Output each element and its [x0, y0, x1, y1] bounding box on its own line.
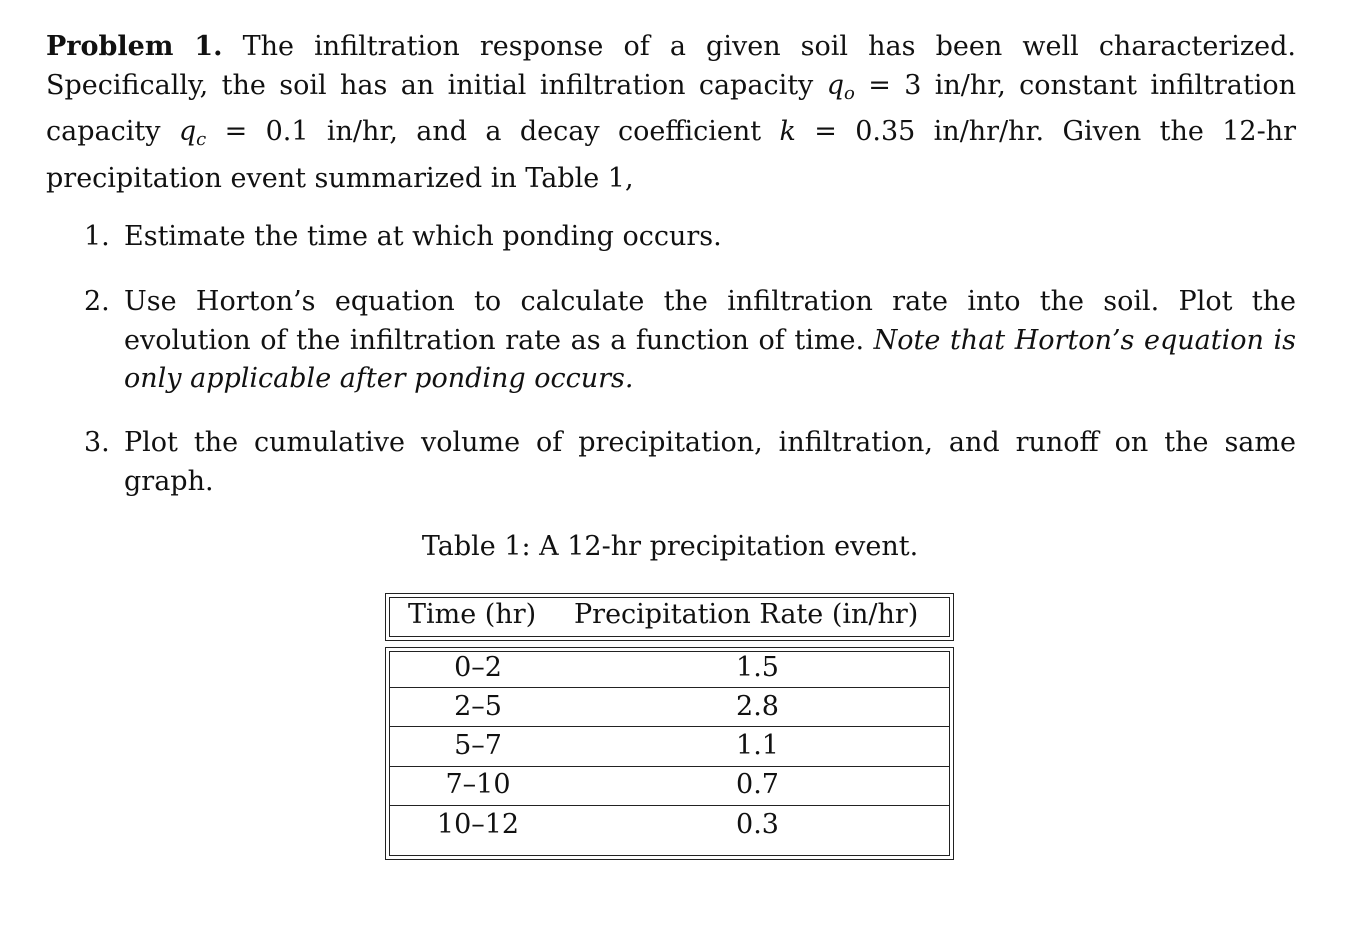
problem-label: Problem 1.: [46, 31, 223, 62]
cell-time: 0–2: [454, 652, 502, 683]
item-number: 2.: [84, 286, 110, 317]
table-row: [390, 766, 949, 806]
qo-value: = 3 in/hr, constant infiltration capacity: [46, 69, 1296, 147]
qc-value: = 0.1 in/hr, and a decay coefficient: [206, 116, 780, 147]
qc-symbol: q: [178, 116, 197, 147]
cell-time: 5–7: [454, 730, 502, 761]
cell-rate: 0.7: [736, 769, 779, 800]
cell-rate: 1.5: [736, 652, 779, 683]
list-item-1: [84, 218, 1296, 257]
problem-text-1: The infiltration response of a given soil has been well characterized. Specifically, the soil has an initial infiltration capacity: [46, 31, 1296, 101]
table-caption: Table 1: A 12-hr precipitation event.: [421, 531, 919, 562]
item-number: 1.: [84, 221, 110, 252]
k-symbol: k: [779, 116, 796, 147]
table-header: [385, 593, 954, 641]
cell-rate: 2.8: [736, 691, 779, 722]
cell-rate: 1.1: [736, 730, 779, 761]
header-time: Time (hr): [408, 599, 537, 630]
precipitation-table: [385, 593, 954, 860]
cell-rate: 0.3: [736, 809, 779, 840]
item-body: [124, 283, 1296, 399]
table-row: [390, 727, 949, 767]
item-note: Note that Horton’s equation is only applicable after ponding occurs.: [124, 324, 1296, 394]
list-item-2: [84, 283, 1296, 399]
table-row: [390, 649, 949, 689]
item-text: Estimate the time at which ponding occurs.: [124, 221, 722, 252]
problem-statement: [46, 28, 1296, 198]
list-item-3: [84, 424, 1296, 501]
cell-time: 2–5: [454, 691, 502, 722]
item-text: Plot the cumulative volume of precipitation, infiltration, and runoff on the same graph.: [124, 427, 1296, 497]
table-row: [390, 806, 949, 846]
item-number: 3.: [84, 427, 110, 458]
header-rate: Precipitation Rate (in/hr): [574, 599, 919, 630]
k-value: = 0.35 in/hr/hr. Given the 12-hr precipitation event summarized in Table 1,: [46, 116, 1296, 194]
cell-time: 7–10: [445, 769, 511, 800]
item-text: Use Horton’s equation to calculate the infiltration rate into the soil. Plot the evolution of the infiltration rate as a function of time.: [124, 286, 1296, 356]
qc-subscript: c: [196, 129, 207, 150]
table-body: [385, 647, 954, 860]
cell-time: 10–12: [436, 809, 520, 840]
qo-symbol: q: [826, 69, 844, 101]
qo-subscript: o: [843, 82, 855, 104]
table-row: [390, 688, 949, 728]
